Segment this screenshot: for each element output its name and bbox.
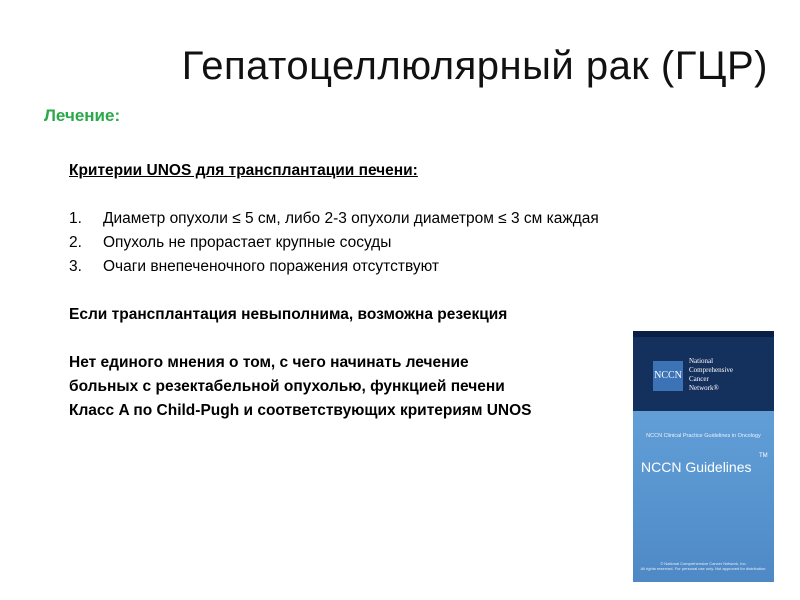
section-label-treatment: Лечение: [44,106,121,125]
slide-title: Гепатоцеллюлярный рак (ГЦР) [181,44,768,88]
nccn-logo: NCCN [653,361,683,391]
copyright-line: © National Comprehensive Cancer Network, Inc. [660,561,747,566]
cover-title: NCCN Guidelines [641,459,752,475]
criteria-item-text: Диаметр опухоли ≤ 5 см, либо 2-3 опухоли диаметром ≤ 3 см каждая [103,210,599,227]
consensus-line: Нет единого мнения о том, с чего начинать лечение [69,354,469,371]
nccn-organization-name [689,357,769,393]
criteria-item-text: Очаги внепеченочного поражения отсутствуют [103,258,439,275]
criteria-list [69,207,709,279]
criteria-item [69,231,709,255]
resection-note: Если трансплантация невыполнима, возможна резекция [69,306,508,323]
nccn-guidelines-cover-image [633,331,774,582]
cover-header-band [633,337,774,411]
org-line: Comprehensive [689,366,733,374]
criteria-item-number: 3. [69,258,82,275]
org-line: Cancer [689,375,709,383]
consensus-line: Класс A по Child-Pugh и соответствующих критериям UNOS [69,402,532,419]
org-line: National [689,357,714,365]
consensus-line: больных с резектабельной опухолью, функцией печени [69,378,505,395]
criteria-item [69,207,709,231]
cover-subtitle: NCCN Clinical Practice Guidelines in Oncology [646,433,761,439]
consensus-paragraph [69,351,629,423]
criteria-heading: Критерии UNOS для трансплантации печени: [69,162,418,179]
criteria-item-number: 2. [69,234,82,251]
criteria-item-text: Опухоль не прорастает крупные сосуды [103,234,392,251]
org-line: Network® [689,384,719,392]
copyright-line: All rights reserved. For personal use only. Not approved for distribution. [640,566,767,571]
criteria-item-number: 1. [69,210,82,227]
cover-copyright [637,561,770,571]
slide-content [69,159,709,447]
trademark-mark: TM [759,453,768,459]
criteria-item [69,255,709,279]
